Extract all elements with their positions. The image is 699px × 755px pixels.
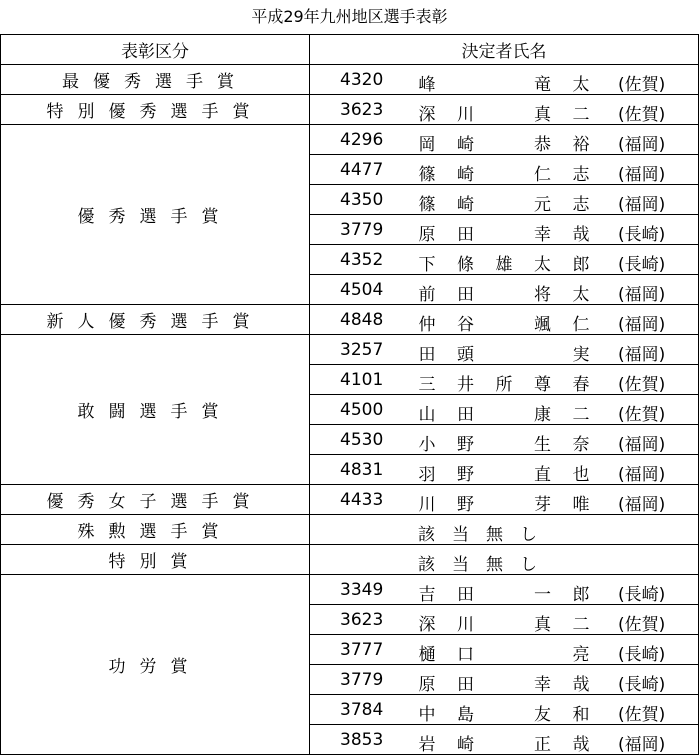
racer-number: 4504 — [340, 280, 384, 300]
racer-name — [418, 580, 590, 605]
winner-cell — [310, 245, 699, 275]
racer-name-char: 仁 — [534, 165, 551, 185]
award-category — [1, 65, 310, 95]
prefecture: (福岡) — [618, 435, 666, 455]
racer-name — [418, 220, 590, 245]
no-winner-cell — [310, 515, 699, 545]
winner-cell — [310, 275, 699, 305]
racer-name-char: 小 — [418, 435, 436, 455]
racer-name — [418, 490, 590, 515]
racer-name — [418, 730, 590, 755]
racer-name-char: 頭 — [457, 345, 474, 365]
racer-name-char: 恭 — [534, 135, 551, 155]
racer-name-char — [495, 310, 513, 335]
racer-name-char: 中 — [418, 705, 436, 725]
racer-name-char — [495, 340, 513, 365]
racer-name-char: 亮 — [572, 645, 590, 665]
racer-name — [418, 340, 590, 365]
winner-cell — [310, 335, 699, 365]
award-category — [1, 305, 310, 335]
winner-cell — [310, 155, 699, 185]
racer-name-char: 竜 — [534, 75, 551, 95]
racer-name-char: 友 — [534, 705, 551, 725]
racer-name-char: 元 — [534, 195, 551, 215]
racer-name-char: 正 — [534, 735, 551, 755]
racer-name-char: 峰 — [418, 75, 436, 95]
racer-name-char: 和 — [572, 705, 590, 725]
racer-number: 4848 — [340, 310, 384, 330]
racer-number: 4477 — [340, 160, 384, 180]
prefecture: (福岡) — [618, 495, 666, 515]
racer-name — [418, 130, 590, 155]
racer-number: 3257 — [340, 340, 384, 360]
racer-name-char: 也 — [572, 465, 590, 485]
racer-name-char — [495, 490, 513, 515]
racer-name-char: 口 — [457, 645, 474, 665]
racer-name-char: 條 — [457, 255, 474, 275]
page-title: 平成29年九州地区選手表彰 — [251, 7, 448, 26]
award-category — [1, 515, 310, 545]
prefecture: (長崎) — [618, 645, 666, 665]
winner-cell — [310, 95, 699, 125]
prefecture: (長崎) — [618, 255, 666, 275]
racer-number: 3779 — [340, 220, 384, 240]
racer-name-char: 羽 — [418, 465, 436, 485]
racer-name-char: 幸 — [534, 675, 551, 695]
racer-name-char: 篠 — [418, 165, 436, 185]
racer-name-char: 川 — [457, 615, 474, 635]
racer-name-char: 田 — [457, 225, 474, 245]
racer-number: 4352 — [340, 250, 384, 270]
racer-name-char: 二 — [572, 615, 590, 635]
racer-name-char: 太 — [572, 75, 590, 95]
racer-name-char: 二 — [572, 105, 590, 125]
racer-name-char: 唯 — [572, 495, 590, 515]
winner-cell — [310, 485, 699, 515]
racer-name — [418, 70, 590, 95]
award-category — [1, 575, 310, 755]
no-winner-text: 該 当 無 し — [418, 555, 537, 575]
winner-cell — [310, 455, 699, 485]
racer-name-char: 三 — [418, 375, 436, 395]
winner-cell — [310, 425, 699, 455]
racer-number: 3349 — [340, 580, 384, 600]
racer-name — [418, 670, 590, 695]
winner-cell — [310, 635, 699, 665]
racer-name-char: 雄 — [495, 255, 513, 275]
winner-cell — [310, 575, 699, 605]
racer-name-char: 郎 — [572, 585, 590, 605]
racer-name-char: 田 — [457, 405, 474, 425]
racer-number: 4296 — [340, 130, 384, 150]
racer-number: 3623 — [340, 100, 384, 120]
no-winner-cell — [310, 545, 699, 575]
winner-cell — [310, 665, 699, 695]
award-category-label: 功労賞 — [108, 657, 202, 677]
prefecture: (福岡) — [618, 135, 666, 155]
racer-name-char: 田 — [457, 285, 474, 305]
prefecture: (福岡) — [618, 165, 666, 185]
racer-name — [418, 460, 590, 485]
racer-name-char: 太 — [572, 285, 590, 305]
racer-name-char: 奈 — [572, 435, 590, 455]
winner-cell — [310, 305, 699, 335]
racer-name-char: 志 — [572, 195, 590, 215]
racer-name-char: 深 — [418, 105, 436, 125]
racer-number: 4433 — [340, 490, 384, 510]
award-category-label: 優秀選手賞 — [77, 207, 233, 227]
racer-name-char: 一 — [534, 585, 551, 605]
prefecture: (福岡) — [618, 195, 666, 215]
racer-name-char: 真 — [534, 615, 551, 635]
racer-name — [418, 100, 590, 125]
racer-name-char — [495, 730, 513, 755]
award-category-label: 特別優秀選手賞 — [46, 102, 264, 122]
award-category — [1, 125, 310, 305]
table-row — [1, 485, 699, 515]
prefecture: (佐賀) — [618, 375, 666, 395]
racer-name-char: 直 — [534, 465, 551, 485]
table-row — [1, 335, 699, 365]
racer-name-char — [495, 160, 513, 185]
racer-name-char: 颯 — [534, 315, 551, 335]
racer-number: 3779 — [340, 670, 384, 690]
racer-name-char — [495, 580, 513, 605]
racer-name-char: 岡 — [418, 135, 436, 155]
racer-name-char: 哉 — [572, 735, 590, 755]
prefecture: (福岡) — [618, 735, 666, 755]
racer-name-char: 崎 — [457, 195, 474, 215]
winner-cell — [310, 215, 699, 245]
racer-name-char: 野 — [457, 465, 474, 485]
no-winner-text: 該 当 無 し — [418, 525, 537, 545]
racer-name-char: 将 — [534, 285, 551, 305]
racer-name-char: 裕 — [572, 135, 590, 155]
racer-name-char — [495, 670, 513, 695]
racer-name-char — [495, 700, 513, 725]
prefecture: (福岡) — [618, 465, 666, 485]
racer-name-char: 郎 — [572, 255, 590, 275]
racer-name-char: 春 — [572, 375, 590, 395]
category-header: 表彰区分 — [1, 35, 310, 65]
racer-name-char: 二 — [572, 405, 590, 425]
prefecture: (長崎) — [618, 675, 666, 695]
prefecture: (長崎) — [618, 585, 666, 605]
racer-name-char — [495, 220, 513, 245]
racer-name-char: 吉 — [418, 585, 436, 605]
racer-name-char: 原 — [418, 675, 436, 695]
award-category-label: 最優秀選手賞 — [62, 72, 248, 92]
racer-name — [418, 310, 590, 335]
award-category-label: 新人優秀選手賞 — [46, 312, 264, 332]
racer-name-char: 崎 — [457, 135, 474, 155]
header-row — [1, 35, 699, 65]
award-category-label: 殊勲選手賞 — [77, 522, 233, 542]
awards-table — [0, 34, 699, 755]
award-category — [1, 545, 310, 575]
racer-name-char: 芽 — [534, 495, 551, 515]
winner-cell — [310, 695, 699, 725]
racer-name-char: 田 — [457, 675, 474, 695]
racer-name-char: 崎 — [457, 735, 474, 755]
award-category — [1, 95, 310, 125]
racer-name-char: 実 — [572, 345, 590, 365]
racer-name-char: 篠 — [418, 195, 436, 215]
racer-name-char — [534, 640, 552, 665]
racer-name-char — [495, 190, 513, 215]
winner-cell — [310, 365, 699, 395]
award-category — [1, 485, 310, 515]
racer-name-char: 野 — [457, 435, 474, 455]
winner-cell — [310, 605, 699, 635]
award-category-label: 特別賞 — [108, 552, 202, 572]
prefecture: (佐賀) — [618, 405, 666, 425]
racer-name-char — [495, 130, 513, 155]
prefecture: (福岡) — [618, 345, 666, 365]
racer-number: 4101 — [340, 370, 384, 390]
racer-name — [418, 640, 590, 665]
racer-name-char: 仲 — [418, 315, 436, 335]
racer-name-char — [495, 640, 513, 665]
winner-cell — [310, 185, 699, 215]
racer-name-char — [495, 460, 513, 485]
table-row — [1, 95, 699, 125]
racer-name-char: 田 — [418, 345, 436, 365]
racer-name-char: 哉 — [572, 225, 590, 245]
prefecture: (福岡) — [618, 315, 666, 335]
racer-name-char: 前 — [418, 285, 436, 305]
racer-name-char: 田 — [457, 585, 474, 605]
prefecture: (福岡) — [618, 285, 666, 305]
winner-cell — [310, 125, 699, 155]
racer-name-char: 下 — [418, 255, 436, 275]
racer-number: 3623 — [340, 610, 384, 630]
racer-name-char — [495, 610, 513, 635]
racer-name-char: 所 — [495, 375, 513, 395]
racer-number: 4530 — [340, 430, 384, 450]
racer-number: 3853 — [340, 730, 384, 750]
racer-name-char: 山 — [418, 405, 436, 425]
racer-number: 3784 — [340, 700, 384, 720]
racer-name — [418, 430, 590, 455]
prefecture: (長崎) — [618, 225, 666, 245]
prefecture: (佐賀) — [618, 615, 666, 635]
racer-name-char: 川 — [418, 495, 436, 515]
racer-name-char: 島 — [457, 705, 474, 725]
racer-name-char: 深 — [418, 615, 436, 635]
table-row — [1, 545, 699, 575]
racer-name — [418, 280, 590, 305]
racer-name-char: 原 — [418, 225, 436, 245]
racer-number: 3777 — [340, 640, 384, 660]
table-row — [1, 305, 699, 335]
table-row — [1, 575, 699, 605]
prefecture: (佐賀) — [618, 105, 666, 125]
table-row — [1, 65, 699, 95]
racer-name-char: 康 — [534, 405, 551, 425]
racer-name-char — [495, 400, 513, 425]
racer-name-char: 生 — [534, 435, 551, 455]
table-row — [1, 125, 699, 155]
racer-name — [418, 190, 590, 215]
racer-name-char — [495, 70, 513, 95]
racer-name — [418, 610, 590, 635]
winner-cell — [310, 395, 699, 425]
racer-name — [418, 700, 590, 725]
racer-name-char: 幸 — [534, 225, 551, 245]
racer-name-char — [495, 100, 513, 125]
racer-name-char: 哉 — [572, 675, 590, 695]
racer-name-char — [534, 340, 552, 365]
racer-name-char: 太 — [534, 255, 551, 275]
racer-name-char: 真 — [534, 105, 551, 125]
racer-name — [418, 160, 590, 185]
racer-name-char: 岩 — [418, 735, 436, 755]
racer-name-char: 志 — [572, 165, 590, 185]
table-row — [1, 515, 699, 545]
racer-name — [418, 400, 590, 425]
racer-name-char: 野 — [457, 495, 474, 515]
racer-name-char — [495, 430, 513, 455]
racer-name-char: 尊 — [534, 375, 551, 395]
racer-name-char — [495, 280, 513, 305]
racer-number: 4831 — [340, 460, 384, 480]
prefecture: (佐賀) — [618, 75, 666, 95]
winner-cell — [310, 65, 699, 95]
racer-number: 4350 — [340, 190, 384, 210]
award-category-label: 優秀女子選手賞 — [46, 492, 264, 512]
racer-name-char: 仁 — [572, 315, 590, 335]
award-category — [1, 335, 310, 485]
racer-number: 4320 — [340, 70, 384, 90]
prefecture: (佐賀) — [618, 705, 666, 725]
winner-cell — [310, 725, 699, 755]
racer-name — [418, 370, 590, 395]
award-category-label: 敢闘選手賞 — [77, 402, 233, 422]
awards-body — [1, 65, 699, 755]
racer-name-char: 川 — [457, 105, 474, 125]
winner-header: 決定者氏名 — [310, 35, 699, 65]
racer-name-char: 井 — [457, 375, 474, 395]
racer-name-char: 崎 — [457, 165, 474, 185]
racer-name-char — [457, 70, 475, 95]
racer-name-char: 谷 — [457, 315, 474, 335]
racer-name-char: 樋 — [418, 645, 436, 665]
racer-number: 4500 — [340, 400, 384, 420]
racer-name — [418, 250, 590, 275]
